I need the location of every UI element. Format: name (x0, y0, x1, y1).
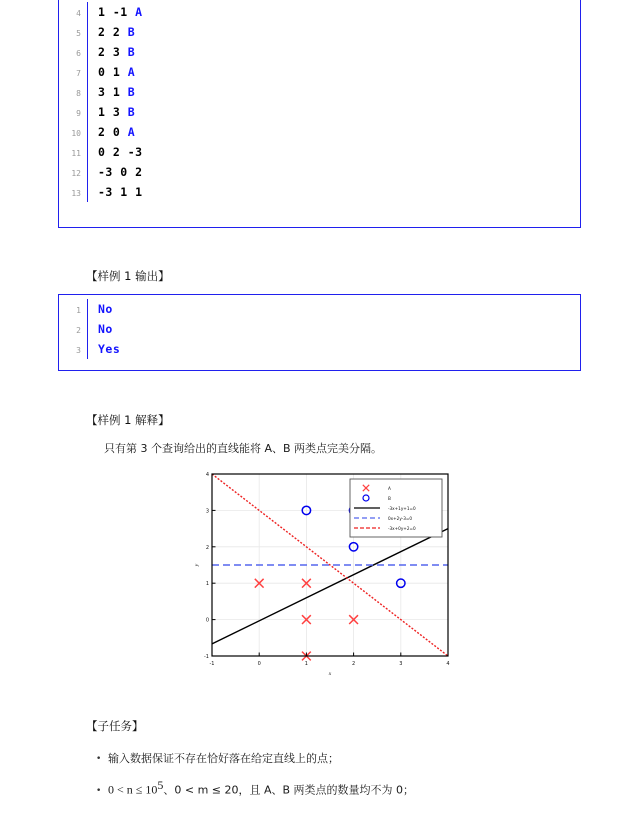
code-line (59, 62, 580, 82)
code-line-number: 6 (76, 49, 81, 58)
code-line (59, 339, 580, 359)
code-line-number: 4 (76, 9, 81, 18)
code-identifier-token: A (135, 5, 143, 19)
code-line-text: -3 0 2 (98, 165, 143, 179)
code-line-text: 1 -1 A (98, 5, 143, 19)
sample-output-code-block (58, 294, 581, 371)
code-identifier-token: B (127, 25, 136, 39)
code-line-text: 2 3 B (98, 45, 136, 59)
legend-entry-label: -3x+0y+2=0 (388, 525, 416, 531)
code-line-text: 0 1 A (98, 65, 136, 79)
code-line (59, 162, 580, 182)
x-axis-tick-label: -1 (209, 661, 215, 667)
code-line-number: 12 (71, 169, 81, 178)
subtask-bullet-2-math-prefix: 0 < n ≤ 10 (108, 782, 158, 797)
code-identifier-token: B (127, 85, 136, 99)
code-line-number: 1 (76, 306, 81, 315)
code-line-text: 3 1 B (98, 85, 136, 99)
code-line (59, 2, 580, 22)
code-line (59, 22, 580, 42)
subtask-heading: 【子任务】 (86, 719, 144, 733)
legend-entry-label: B (388, 495, 391, 501)
y-axis-tick-label: 2 (205, 544, 209, 551)
code-line-text: Yes (98, 342, 121, 356)
code-line-number: 5 (76, 29, 81, 38)
code-line-number: 10 (71, 129, 81, 138)
bullet-dot-icon: • (96, 785, 102, 796)
code-line (59, 42, 580, 62)
y-axis-tick-label: 4 (205, 472, 209, 478)
code-line-number: 7 (76, 69, 81, 78)
code-line-text: 1 3 B (98, 105, 136, 119)
legend-entry-label: -3x+1y+1=0 (388, 505, 416, 511)
x-axis-tick-label: 1 (304, 661, 308, 667)
chart-svg (190, 466, 456, 681)
subtask-bullet-1 (96, 750, 339, 766)
code-line (59, 82, 580, 102)
code-identifier-token: B (127, 105, 136, 119)
legend-entry-label: A (388, 485, 391, 491)
code-line (59, 299, 580, 319)
code-line (59, 182, 580, 202)
sample-input-code-block (58, 0, 581, 228)
code-line-number: 2 (76, 326, 81, 335)
subtask-bullet-2-exponent: 5 (157, 778, 164, 792)
code-rows (59, 295, 580, 365)
explanation-heading: 【样例 1 解释】 (86, 413, 170, 427)
code-line-text: -3 1 1 (98, 185, 143, 199)
code-line-number: 8 (76, 89, 81, 98)
sample-output-heading: 【样例 1 输出】 (86, 269, 170, 283)
code-line (59, 122, 580, 142)
x-axis-tick-label: 0 (257, 661, 261, 667)
code-line (59, 102, 580, 122)
code-line-text: 2 0 A (98, 125, 136, 139)
code-line-text: No (98, 302, 113, 316)
y-axis-tick-label: 1 (205, 581, 209, 588)
subtask-bullet-2-text: 、0 < m ≤ 20，且 A、B 两类点的数量均不为 0； (163, 783, 415, 797)
code-line-text: No (98, 322, 113, 336)
y-axis-label: y (194, 563, 200, 567)
code-line-number: 11 (71, 149, 81, 158)
code-identifier-token: A (127, 125, 136, 139)
x-axis-tick-label: 4 (446, 661, 450, 667)
code-line-text: 0 2 -3 (98, 145, 143, 159)
code-line-text: 2 2 B (98, 25, 136, 39)
code-identifier-token: A (127, 65, 136, 79)
y-axis-tick-label: 3 (205, 508, 209, 515)
separating-line-figure (190, 466, 456, 681)
subtask-bullet-1-text: 输入数据保证不存在恰好落在给定直线上的点； (108, 752, 339, 765)
y-axis-tick-label: -1 (204, 654, 209, 660)
explanation-text: 只有第 3 个查询给出的直线能将 A、B 两类点完美分隔。 (104, 442, 383, 455)
code-identifier-token: B (127, 45, 136, 59)
x-axis-label: x (328, 671, 332, 677)
code-line-number: 13 (71, 189, 81, 198)
code-line-number: 3 (76, 346, 81, 355)
x-axis-tick-label: 2 (352, 661, 356, 667)
x-axis-tick-label: 3 (399, 661, 403, 667)
legend-entry-label: 0x+2y-3=0 (388, 515, 413, 521)
code-line (59, 319, 580, 339)
code-line-number: 9 (76, 109, 81, 118)
code-rows (59, 0, 580, 208)
subtask-bullet-2 (96, 778, 414, 798)
bullet-dot-icon: • (96, 754, 102, 764)
code-line (59, 142, 580, 162)
y-axis-tick-label: 0 (205, 617, 209, 624)
